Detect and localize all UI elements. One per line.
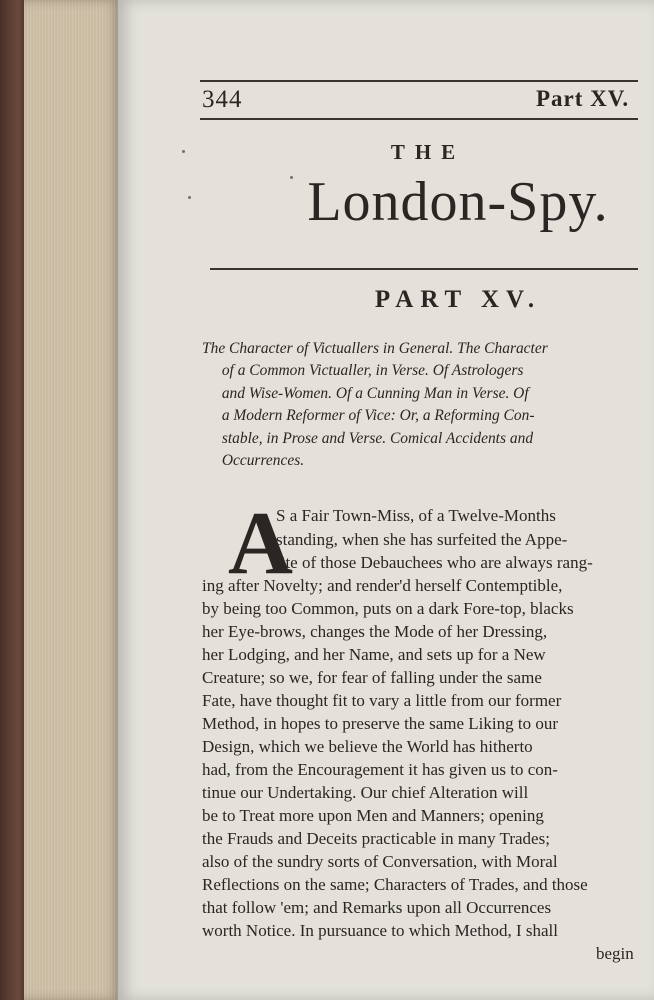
body-line: Design, which we believe the World has hitherto <box>202 737 533 756</box>
book-title: London-Spy. <box>307 171 609 233</box>
body-line: Fate, have thought fit to vary a little from our former <box>202 691 562 710</box>
body-text <box>118 0 654 1000</box>
body-line: worth Notice. In pursuance to which Method, I shall <box>202 921 558 940</box>
summary-line: a Modern Reformer of Vice: Or, a Reforming Con- <box>221 407 535 425</box>
summary-line: of a Common Victualler, in Verse. Of Astrologers <box>221 362 524 380</box>
body-line: Method, in hopes to preserve the same Liking to our <box>202 714 558 733</box>
body-line: tite of those Debauchees who are always rang- <box>276 553 593 572</box>
body-line: ing after Novelty; and render'd herself Contemptible, <box>202 576 563 595</box>
body-line: Creature; so we, for fear of falling under the same <box>202 668 542 687</box>
body-line: had, from the Encouragement it has given us to con- <box>202 760 558 779</box>
running-header: Part XV. <box>536 86 630 111</box>
body-line: S a Fair Town-Miss, of a Twelve-Months <box>276 506 556 525</box>
summary-line: Occurrences. <box>221 452 305 470</box>
part-title: PART XV. <box>374 286 542 313</box>
paper-speck <box>182 150 185 153</box>
body-line: that follow 'em; and Remarks upon all Occurrences <box>202 898 552 917</box>
page-edges <box>24 0 120 1000</box>
body-line: her Lodging, and her Name, and sets up for a New <box>202 645 546 664</box>
summary-line: The Character of Victuallers in General. The Character <box>202 340 548 357</box>
summary-line: stable, in Prose and Verse. Comical Accidents and <box>221 429 534 447</box>
body-line: by being too Common, puts on a dark Fore-top, blacks <box>202 599 574 618</box>
book-page <box>118 0 654 1000</box>
drop-cap: A <box>228 494 293 593</box>
summary-line: and Wise-Women. Of a Cunning Man in Verse. Of <box>221 384 529 402</box>
body-line: standing, when she has surfeited the Appe- <box>276 530 568 549</box>
body-line: also of the sundry sorts of Conversation, with Moral <box>202 852 558 871</box>
paper-speck <box>188 196 191 199</box>
page-number: 344 <box>202 86 243 113</box>
title-the: THE <box>390 140 466 164</box>
catchword: begin <box>596 944 634 963</box>
body-line: Reflections on the same; Characters of Trades, and those <box>202 875 588 894</box>
body-line: tinue our Undertaking. Our chief Alteration will <box>202 783 529 802</box>
body-line: the Frauds and Deceits practicable in many Trades; <box>202 829 550 848</box>
body-line: her Eye-brows, changes the Mode of her Dressing, <box>202 622 548 641</box>
paper-speck <box>290 176 293 179</box>
body-line: be to Treat more upon Men and Manners; opening <box>202 806 544 825</box>
